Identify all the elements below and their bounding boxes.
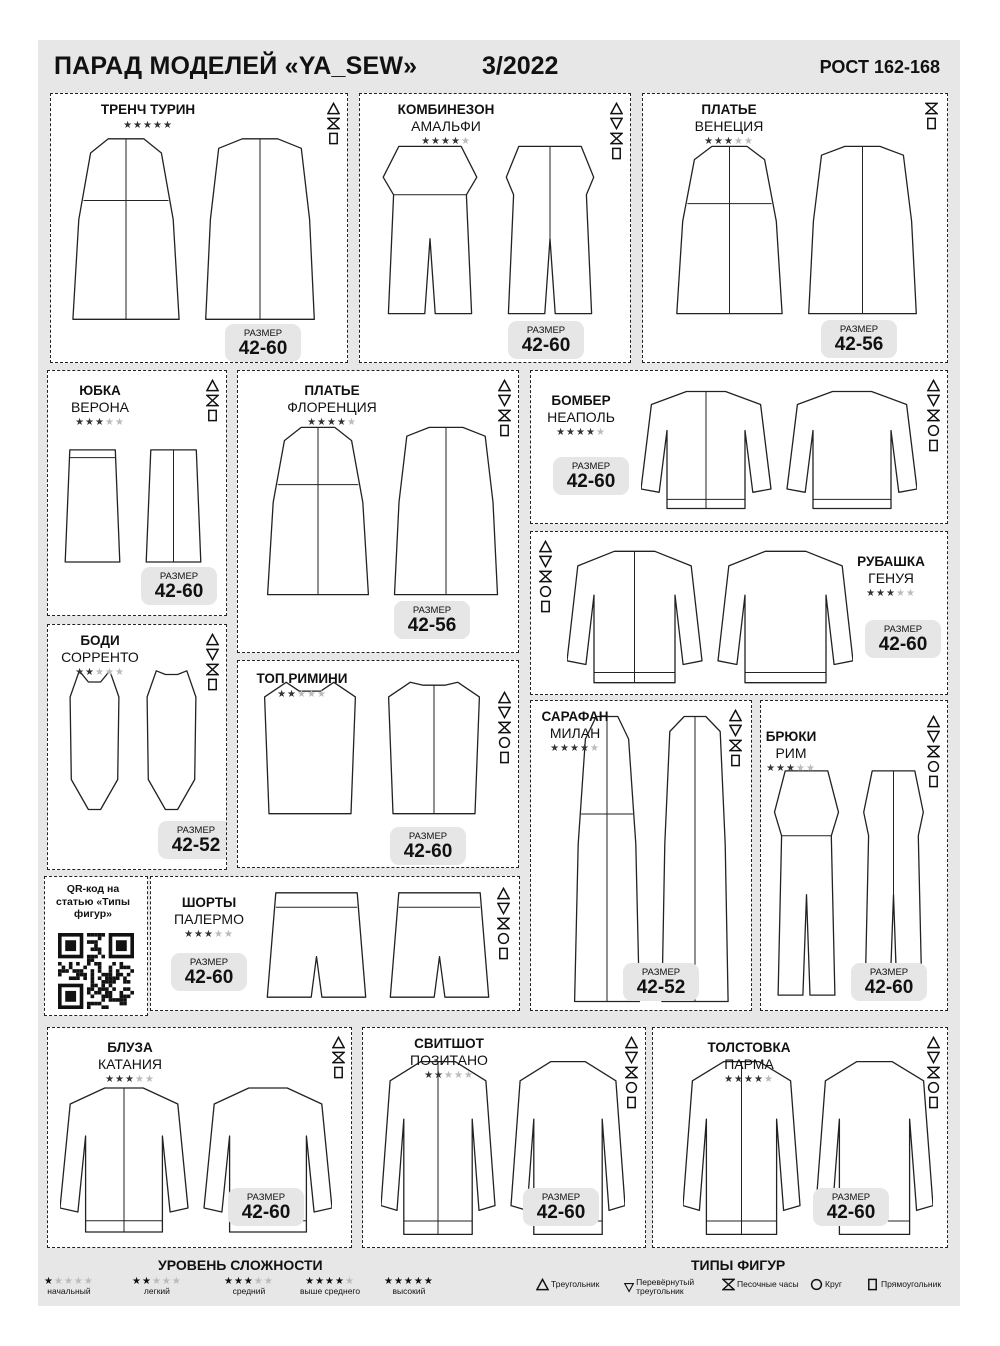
model-type: БОМБЕР	[551, 393, 611, 408]
size-badge	[158, 821, 227, 859]
model-panel-blouse[interactable]	[47, 1027, 352, 1248]
size-label: РАЗМЕР	[526, 325, 566, 336]
circle-icon	[927, 760, 940, 773]
size-badge	[141, 567, 217, 605]
hourglass-icon	[927, 1066, 940, 1079]
model-name: ВЕНЕЦИЯ	[694, 117, 764, 134]
size-range: 42-60	[826, 1202, 876, 1223]
model-type: БЛУЗА	[107, 1040, 153, 1055]
hourglass-icon	[610, 132, 623, 145]
figure-type-label: Треугольник	[551, 1278, 600, 1289]
size-badge	[228, 1188, 304, 1226]
size-badge	[390, 827, 466, 865]
inverted-triangle-icon	[206, 648, 219, 661]
figure-type-label: Прямоугольник	[881, 1278, 942, 1289]
figure-types	[206, 633, 221, 693]
inverted-triangle-icon	[927, 1051, 940, 1064]
hourglass-icon	[332, 1051, 345, 1064]
triangle-icon	[927, 379, 940, 392]
figure-type-label: Круг	[825, 1278, 842, 1289]
figure-types	[327, 102, 342, 147]
hourglass-icon	[729, 739, 742, 752]
size-label: РАЗМЕР	[883, 624, 923, 635]
size-range: 42-60	[566, 471, 616, 492]
difficulty-level-1	[44, 1276, 94, 1296]
size-range: 42-60	[536, 1202, 586, 1223]
triangle-icon	[498, 379, 511, 392]
inverted-triangle-icon	[625, 1051, 638, 1064]
difficulty-level-2	[132, 1276, 182, 1296]
model-panel-sundress[interactable]	[530, 700, 752, 1011]
model-type: ТОП РИМИНИ	[256, 671, 348, 686]
figure-type-hourglass	[722, 1278, 806, 1291]
model-type: ТОЛСТОВКА	[707, 1040, 791, 1055]
size-badge	[623, 963, 699, 1001]
figure-types	[332, 1036, 347, 1081]
circle-icon	[498, 736, 511, 749]
difficulty-level-3	[224, 1276, 274, 1296]
difficulty-stars: ★★★★★	[75, 416, 125, 428]
difficulty-label: выше среднего	[300, 1286, 361, 1296]
triangle-icon	[327, 102, 340, 115]
model-title	[272, 383, 392, 428]
size-label: РАЗМЕР	[541, 1192, 581, 1203]
circle-icon	[927, 424, 940, 437]
difficulty-stars: ★★★★★	[421, 135, 471, 147]
hourglass-icon	[539, 570, 552, 583]
model-panel-shirt[interactable]	[530, 531, 948, 695]
qr-code-icon[interactable]	[55, 933, 137, 1009]
difficulty-stars: ★★★★★	[724, 1073, 774, 1085]
rectangle-icon	[927, 775, 940, 788]
model-type: БРЮКИ	[765, 729, 817, 744]
model-name: МИЛАН	[549, 724, 601, 741]
rectangle-icon	[927, 439, 940, 452]
triangle-icon	[729, 709, 742, 722]
difficulty-stars: ★★★★★	[424, 1069, 474, 1081]
size-range: 42-60	[241, 1202, 291, 1223]
figure-types	[206, 379, 221, 424]
triangle-icon	[206, 379, 219, 392]
figure-types	[729, 709, 744, 769]
size-range: 42-56	[407, 615, 457, 636]
model-name: ФЛОРЕНЦИЯ	[287, 398, 377, 415]
hourglass-icon	[927, 745, 940, 758]
figure-type-inverted-triangle	[624, 1278, 720, 1297]
qr-caption: QR-код на статью «Типы фигур»	[56, 883, 130, 921]
rectangle-icon	[625, 1096, 638, 1109]
inverted-triangle-icon	[729, 724, 742, 737]
difficulty-stars: ★★★★★	[105, 1073, 155, 1085]
size-badge	[865, 620, 941, 658]
model-name: ВЕРОНА	[70, 398, 130, 415]
figure-type-rectangle	[866, 1278, 956, 1291]
model-title	[386, 102, 506, 147]
rectangle-icon	[327, 132, 340, 145]
difficulty-stars: ★★★★★	[277, 688, 327, 700]
model-name: НЕАПОЛЬ	[547, 408, 615, 425]
model-title	[689, 1040, 809, 1085]
circle-icon	[810, 1278, 823, 1291]
difficulty-stars: ★★★★★	[132, 1276, 182, 1287]
triangle-icon	[625, 1036, 638, 1049]
figure-type-label: Песочные часы	[737, 1278, 799, 1289]
rectangle-icon	[729, 754, 742, 767]
model-title	[47, 383, 160, 428]
size-range: 42-60	[184, 967, 234, 988]
model-title	[88, 102, 208, 131]
figure-types	[539, 540, 554, 615]
hourglass-icon	[722, 1278, 735, 1291]
model-name: ГЕНУЯ	[868, 569, 914, 586]
difficulty-stars: ★★★★★	[556, 426, 606, 438]
inverted-triangle-icon	[610, 117, 623, 130]
difficulty-label: высокий	[392, 1286, 426, 1296]
difficulty-stars: ★★★★★	[384, 1276, 434, 1287]
model-type: БОДИ	[80, 633, 120, 648]
figure-types	[498, 379, 513, 439]
difficulty-stars: ★★★★★	[704, 135, 754, 147]
model-title	[530, 393, 641, 438]
hourglass-icon	[497, 917, 510, 930]
size-label: РАЗМЕР	[408, 831, 448, 842]
figure-type-triangle	[536, 1278, 620, 1291]
model-panel-trench[interactable]	[50, 93, 348, 363]
figure-types	[927, 715, 942, 790]
triangle-icon	[206, 633, 219, 646]
rectangle-icon	[927, 1096, 940, 1109]
model-title	[760, 729, 851, 774]
triangle-icon	[536, 1278, 549, 1291]
qr-panel	[44, 876, 148, 1016]
hourglass-icon	[206, 663, 219, 676]
rectangle-icon	[498, 424, 511, 437]
difficulty-stars: ★★★★★	[224, 1276, 274, 1287]
model-type: ЮБКА	[79, 383, 121, 398]
size-range: 42-60	[864, 977, 914, 998]
size-badge	[394, 601, 470, 639]
garment-sketch	[64, 667, 202, 817]
model-title	[389, 1036, 509, 1081]
size-badge	[851, 963, 927, 1001]
figure-types	[625, 1036, 640, 1111]
catalog-sheet	[38, 40, 960, 1306]
hourglass-icon	[206, 394, 219, 407]
garment-sketch	[641, 385, 917, 515]
size-range: 42-52	[636, 977, 686, 998]
model-type: КОМБИНЕЗОН	[397, 102, 495, 117]
size-badge	[171, 953, 247, 991]
figure-types	[925, 102, 940, 132]
inverted-triangle-icon	[498, 706, 511, 719]
size-range: 42-60	[878, 634, 928, 655]
figure-type-circle	[810, 1278, 862, 1291]
model-title	[669, 102, 789, 147]
model-title	[831, 554, 948, 599]
inverted-triangle-icon	[498, 394, 511, 407]
size-label: РАЗМЕР	[571, 461, 611, 472]
rectangle-icon	[925, 117, 938, 130]
circle-icon	[625, 1081, 638, 1094]
model-name: СОРРЕНТО	[61, 648, 139, 665]
hourglass-icon	[927, 409, 940, 422]
model-type: ПЛАТЬЕ	[701, 102, 757, 117]
model-title	[150, 895, 269, 940]
garment-sketch	[671, 142, 921, 318]
difficulty-level-5	[384, 1276, 434, 1296]
circle-icon	[539, 585, 552, 598]
size-badge	[553, 457, 629, 495]
triangle-icon	[927, 715, 940, 728]
difficulty-stars: ★★★★★	[44, 1276, 94, 1287]
model-title	[530, 709, 635, 754]
model-type: ТРЕНЧ ТУРИН	[100, 102, 196, 117]
circle-icon	[927, 1081, 940, 1094]
size-label: РАЗМЕР	[189, 957, 229, 968]
size-range: 42-60	[521, 335, 571, 356]
difficulty-stars: ★★★★★	[766, 762, 816, 774]
inverted-triangle-icon	[927, 394, 940, 407]
hourglass-icon	[327, 117, 340, 130]
inverted-triangle-icon	[497, 902, 510, 915]
difficulty-stars: ★★★★★	[75, 666, 125, 678]
model-name: РИМ	[775, 744, 807, 761]
size-label: РАЗМЕР	[243, 328, 283, 339]
model-name: ПАРМА	[724, 1055, 774, 1072]
triangle-icon	[498, 691, 511, 704]
size-label: РАЗМЕР	[412, 605, 452, 616]
model-panel-sweatshirt[interactable]	[362, 1027, 646, 1248]
model-type: РУБАШКА	[857, 554, 925, 569]
model-panel-jumpsuit[interactable]	[359, 93, 631, 363]
hourglass-icon	[498, 721, 511, 734]
size-badge	[523, 1188, 599, 1226]
size-label: РАЗМЕР	[831, 1192, 871, 1203]
model-name: ПАЛЕРМО	[174, 910, 244, 927]
figure-types	[927, 379, 942, 454]
triangle-icon	[927, 1036, 940, 1049]
inverted-triangle-icon	[539, 555, 552, 568]
model-title	[47, 633, 160, 678]
circle-icon	[497, 932, 510, 945]
triangle-icon	[610, 102, 623, 115]
model-panel-bomber[interactable]	[530, 370, 948, 524]
size-badge	[508, 321, 584, 359]
model-title	[70, 1040, 190, 1085]
difficulty-legend-title: УРОВЕНЬ СЛОЖНОСТИ	[158, 1257, 323, 1273]
size-label: РАЗМЕР	[176, 825, 216, 836]
model-panel-body[interactable]	[47, 624, 227, 870]
model-panel-shorts[interactable]	[150, 876, 520, 1011]
model-panel-dress-florence[interactable]	[237, 370, 519, 653]
triangle-icon	[539, 540, 552, 553]
figure-types	[610, 102, 625, 162]
figure-types	[927, 1036, 942, 1111]
size-badge	[821, 320, 897, 358]
difficulty-label: начальный	[47, 1286, 91, 1296]
model-name: ПОЗИТАНО	[410, 1051, 488, 1068]
size-label: РАЗМЕР	[246, 1192, 286, 1203]
rectangle-icon	[206, 678, 219, 691]
difficulty-stars: ★★★★★	[307, 416, 357, 428]
figure-types-title: ТИПЫ ФИГУР	[691, 1257, 786, 1273]
model-panel-hoodie[interactable]	[652, 1027, 948, 1248]
triangle-icon	[497, 887, 510, 900]
inverted-triangle-icon	[624, 1281, 634, 1294]
model-name: АМАЛЬФИ	[411, 117, 481, 134]
model-type: ШОРТЫ	[181, 895, 237, 910]
model-type: СВИТШОТ	[414, 1036, 484, 1051]
size-label: РАЗМЕР	[159, 571, 199, 582]
model-type: САРАФАН	[541, 709, 609, 724]
figure-types	[498, 691, 513, 766]
size-range: 42-60	[238, 338, 288, 359]
model-type: ПЛАТЬЕ	[304, 383, 360, 398]
model-name: КАТАНИЯ	[97, 1055, 163, 1072]
garment-sketch	[60, 447, 206, 565]
issue-number: 3/2022	[482, 52, 559, 80]
size-badge	[225, 324, 301, 362]
size-range: 42-60	[403, 841, 453, 862]
size-range: 42-56	[834, 334, 884, 355]
garment-sketch	[263, 887, 493, 1003]
rectangle-icon	[497, 947, 510, 960]
inverted-triangle-icon	[927, 730, 940, 743]
difficulty-stars: ★★★★★	[305, 1276, 355, 1287]
size-label: РАЗМЕР	[839, 324, 879, 335]
rectangle-icon	[866, 1278, 879, 1291]
page-title: ПАРАД МОДЕЛЕЙ «YA_SEW»	[54, 52, 418, 80]
garment-sketch	[262, 423, 502, 599]
height-range: РОСТ 162-168	[819, 57, 940, 77]
rectangle-icon	[610, 147, 623, 160]
size-range: 42-52	[171, 835, 221, 856]
difficulty-stars: ★★★★★	[184, 928, 234, 940]
triangle-icon	[332, 1036, 345, 1049]
difficulty-stars: ★★★★★	[550, 742, 600, 754]
model-title	[242, 671, 362, 700]
model-panel-trousers[interactable]	[760, 700, 948, 1011]
difficulty-level-4	[300, 1276, 360, 1296]
rectangle-icon	[332, 1066, 345, 1079]
size-badge	[813, 1188, 889, 1226]
model-panel-skirt[interactable]	[47, 370, 227, 616]
model-panel-top[interactable]	[237, 660, 519, 868]
size-label: РАЗМЕР	[641, 967, 681, 978]
rectangle-icon	[539, 600, 552, 613]
size-range: 42-60	[154, 581, 204, 602]
garment-sketch	[67, 134, 319, 324]
rectangle-icon	[206, 409, 219, 422]
model-panel-dress-venice[interactable]	[642, 93, 948, 363]
size-label: РАЗМЕР	[869, 967, 909, 978]
hourglass-icon	[498, 409, 511, 422]
hourglass-icon	[925, 102, 938, 115]
difficulty-label: средний	[232, 1286, 266, 1296]
garment-sketch	[567, 544, 853, 690]
rectangle-icon	[498, 751, 511, 764]
difficulty-label: легкий	[143, 1286, 170, 1296]
hourglass-icon	[625, 1066, 638, 1079]
figure-types	[497, 887, 512, 962]
figure-type-label: Перевёрнутый треугольник	[636, 1277, 695, 1297]
difficulty-stars: ★★★★★	[866, 587, 916, 599]
difficulty-stars: ★★★★★	[123, 119, 173, 131]
garment-sketch	[378, 142, 602, 318]
